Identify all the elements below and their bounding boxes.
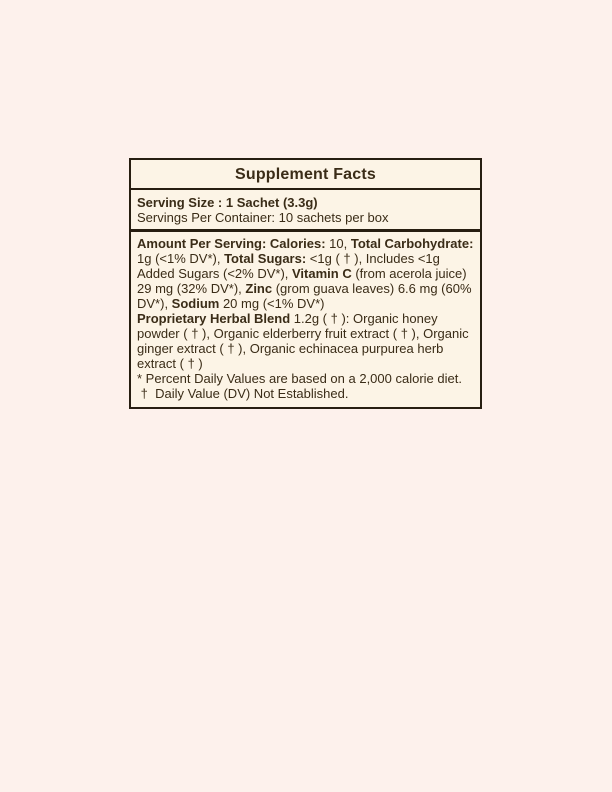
proprietary-blend-paragraph: Proprietary Herbal Blend 1.2g ( † ): Organic honey powder ( † ), Organic elderberry fruit extract ( † ), Organic ginger extract ( † ), Organic echinacea purpurea herb extract ( † ) (137, 310, 469, 371)
servings-per-container-line: Servings Per Container: 10 sachets per box (137, 209, 389, 225)
nutrient-facts-paragraph: Amount Per Serving: Calories: 10, Total Carbohydrate: 1g (<1% DV*), Total Sugars: <1g ( † ), Includes <1g Added Sugars (<2% DV*), Vitamin C (from acerola juice) 29 mg (32% DV*), Zinc (grom guava leaves) 6.6 mg (60% DV*), Sodium 20 mg (<1% DV*) (137, 235, 474, 311)
supplement-facts-panel (129, 158, 482, 409)
serving-size-line: Serving Size : 1 Sachet (3.3g) (137, 194, 318, 210)
amount-per-serving-section (131, 232, 480, 407)
percent-dv-footnote: * Percent Daily Values are based on a 2,000 calorie diet. (137, 370, 462, 386)
daily-value-footnote: † Daily Value (DV) Not Established. (137, 385, 349, 401)
panel-title: Supplement Facts (234, 166, 376, 183)
serving-section (131, 190, 480, 229)
